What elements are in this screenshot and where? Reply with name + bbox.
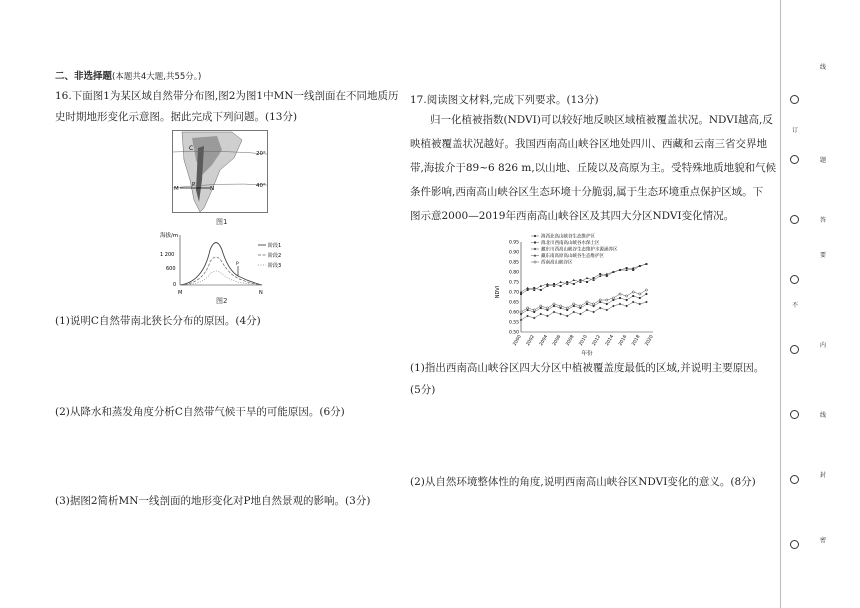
data-point — [592, 311, 595, 314]
legend-label: 滇北川西南高山峡谷水保土区 — [541, 241, 600, 247]
fig2-y1200: 1 200 — [160, 252, 175, 258]
data-point — [645, 289, 647, 291]
y-tick-label: 0.95 — [508, 240, 519, 246]
legend-label: 西南高山峡谷区 — [541, 260, 573, 266]
binding-circle — [790, 345, 799, 354]
q16-intro-line1: 16.下面图1为某区域自然带分布图,图2为图1中MN一线剖面在不同地质历 — [55, 90, 399, 102]
section-note: (本题共4大题,共55分。) — [112, 72, 202, 82]
legend-marker — [534, 261, 536, 263]
data-point — [527, 307, 529, 309]
x-tick-label: 2002 — [525, 334, 536, 347]
q17-para-line5: 图示意2000—2019年西南高山峡谷区及其四大分区NDVI变化情况。 — [410, 210, 735, 222]
data-point — [533, 309, 535, 311]
fig2-label-m: M — [178, 290, 183, 296]
ndvi-line-chart — [493, 232, 668, 357]
data-point — [606, 303, 608, 305]
data-point — [526, 315, 529, 318]
data-point — [632, 269, 634, 271]
data-point — [560, 285, 562, 287]
legend-marker — [534, 248, 537, 251]
fig2-legend-3: 阶段3 — [268, 263, 282, 269]
y-tick-label: 0.90 — [508, 250, 519, 256]
fig2-label-n: N — [259, 290, 263, 296]
binding-label: 内 — [820, 342, 827, 349]
data-point — [639, 293, 641, 295]
legend-label: 藏东南高原高山峡谷生态维护区 — [541, 254, 604, 260]
x-tick-label: 2014 — [605, 334, 616, 347]
y-tick-label: 0.55 — [508, 320, 519, 326]
fig1-label-n: N — [210, 186, 215, 192]
y-axis-label: NDVI — [495, 285, 501, 299]
data-point — [553, 303, 555, 305]
data-point — [540, 289, 542, 291]
data-point — [606, 275, 608, 277]
fig2-legend-2: 阶段2 — [268, 253, 282, 259]
data-point — [527, 289, 529, 291]
x-tick-label: 2000 — [512, 334, 523, 347]
binding-line — [780, 0, 781, 608]
binding-circle — [790, 275, 799, 284]
y-tick-label: 0.80 — [508, 270, 519, 276]
x-tick-label: 2010 — [578, 334, 589, 347]
data-point — [533, 317, 536, 320]
fig1-label-p: P — [192, 182, 196, 188]
data-point — [626, 299, 628, 301]
fig2-y600: 600 — [166, 266, 176, 272]
binding-label: 线 — [820, 64, 827, 71]
data-point — [573, 303, 575, 305]
fig2-y0: 0 — [173, 282, 177, 288]
data-point — [520, 291, 523, 293]
q17-sub1-line1: (1)指出西南高山峡谷区四大分区中植被覆盖度最低的区域,并说明主要原因。 — [410, 362, 765, 374]
data-point — [619, 297, 621, 299]
data-point — [579, 279, 581, 281]
fig2-ylabel: 海拔/m — [160, 233, 179, 239]
profile-stage1-line — [180, 243, 262, 286]
fig1-label-m: M — [174, 186, 179, 192]
y-tick-label: 0.50 — [508, 330, 519, 336]
data-point — [593, 303, 595, 305]
data-point — [632, 295, 634, 297]
data-point — [579, 305, 581, 307]
binding-circle — [790, 95, 799, 104]
binding-circle — [790, 475, 799, 484]
binding-label: 不 — [792, 302, 799, 309]
data-point — [546, 315, 549, 318]
q17-para-line4: 条件影响,西南高山峡谷区生态环境十分脆弱,属于生态环境重点保护区域。下 — [410, 186, 764, 198]
data-point — [520, 311, 522, 313]
binding-circle — [790, 540, 799, 549]
data-point — [586, 301, 588, 303]
data-point — [520, 319, 523, 322]
legend-label: 滇西北高山峡谷生态维护区 — [541, 234, 595, 240]
data-point — [606, 309, 609, 312]
x-tick-label: 2018 — [631, 334, 642, 347]
data-point — [559, 313, 562, 316]
data-point — [612, 297, 614, 299]
data-point — [586, 309, 589, 312]
fig2-legend-1: 阶段1 — [268, 243, 282, 249]
q17-para-line1: 归一化植被指数(NDVI)可以较好地反映区域植被覆盖状况。NDVI越高,反 — [430, 114, 773, 126]
data-point — [566, 315, 569, 318]
data-point — [645, 301, 648, 304]
data-point — [612, 305, 615, 308]
binding-label: 封 — [820, 472, 827, 479]
q16-sub1: (1)说明C自然带南北狭长分布的原因。(4分) — [55, 315, 261, 327]
data-point — [626, 295, 628, 297]
fig1-lat-20: 20° — [256, 151, 266, 157]
data-point — [546, 307, 548, 309]
data-point — [599, 307, 602, 310]
data-point — [619, 293, 621, 295]
data-point — [540, 313, 543, 316]
legend-marker — [534, 235, 536, 237]
q17-sub1-line2: (5分) — [410, 384, 436, 396]
figure2-caption: 图2 — [216, 297, 228, 305]
binding-label: 订 — [792, 127, 799, 134]
data-point — [553, 311, 556, 314]
x-tick-label: 2008 — [565, 334, 576, 347]
data-point — [632, 291, 634, 293]
y-tick-label: 0.60 — [508, 310, 519, 316]
data-point — [632, 301, 635, 304]
binding-label: 密 — [820, 537, 827, 544]
data-point — [560, 305, 562, 307]
section-title: 二、非选择题 — [55, 71, 113, 82]
data-point — [526, 287, 529, 289]
data-point — [573, 279, 576, 281]
series-line — [521, 302, 646, 320]
q17-intro: 17.阅读图文材料,完成下列要求。(13分) — [410, 94, 599, 106]
x-tick-label: 2012 — [591, 334, 602, 347]
y-tick-label: 0.70 — [508, 290, 519, 296]
binding-circle — [790, 215, 799, 224]
y-tick-label: 0.85 — [508, 260, 519, 266]
figure2-profile — [158, 230, 298, 298]
binding-circle — [790, 410, 799, 419]
x-tick-label: 2006 — [552, 334, 563, 347]
data-point — [533, 287, 535, 289]
figure1-map — [172, 130, 272, 220]
data-point — [619, 303, 622, 306]
data-point — [573, 311, 576, 314]
data-point — [586, 277, 589, 279]
fig1-lat-40: 40° — [256, 183, 266, 189]
q17-sub2: (2)从自然环境整体性的角度,说明西南高山峡谷区NDVI变化的意义。(8分) — [410, 476, 756, 488]
x-axis-label: 年份 — [581, 351, 593, 357]
data-point — [546, 285, 548, 287]
q17-para-line3: 带,海拔介于89~6 826 m,以山地、丘陵以及高原为主。受特殊地质地貌和气候 — [410, 162, 777, 174]
data-point — [546, 283, 549, 285]
data-point — [599, 273, 601, 275]
data-point — [593, 277, 595, 279]
legend-label: 藏东川西高山峡谷生态维护水源涵养区 — [541, 247, 618, 253]
x-tick-label: 2020 — [644, 334, 655, 347]
data-point — [625, 305, 628, 308]
legend-marker — [534, 242, 536, 244]
data-point — [573, 283, 575, 285]
q17-para-line2: 映植被覆盖状况越好。我国西南高山峡谷区地处四川、西藏和云南三省交界地 — [410, 138, 767, 150]
data-point — [626, 267, 628, 269]
data-point — [586, 281, 588, 283]
x-tick-label: 2016 — [618, 334, 629, 347]
section-heading — [55, 68, 201, 82]
q16-intro-line2: 史时期地形变化示意图。据此完成下列问题。(13分) — [55, 111, 298, 123]
binding-label: 答 — [820, 217, 827, 224]
fig1-label-c: C — [189, 145, 194, 152]
data-point — [606, 299, 608, 301]
binding-label: 要 — [820, 252, 827, 259]
figure1-caption: 图1 — [216, 218, 228, 226]
data-point — [639, 303, 642, 306]
fig2-label-p: P — [236, 262, 239, 267]
data-point — [639, 297, 641, 299]
data-point — [645, 293, 647, 295]
y-tick-label: 0.75 — [508, 280, 519, 286]
data-point — [579, 313, 582, 316]
data-point — [566, 281, 568, 283]
data-point — [520, 293, 522, 295]
q16-sub3: (3)据图2简析MN一线剖面的地形变化对P地自然景观的影响。(3分) — [55, 495, 371, 507]
q16-sub2: (2)从降水和蒸发角度分析C自然带气候干旱的可能原因。(6分) — [55, 406, 345, 418]
data-point — [599, 299, 601, 301]
binding-label: 题 — [820, 157, 827, 164]
data-point — [559, 281, 562, 283]
data-point — [540, 305, 542, 307]
binding-circle — [790, 155, 799, 164]
binding-label: 线 — [820, 412, 827, 419]
data-point — [566, 307, 568, 309]
y-tick-label: 0.65 — [508, 300, 519, 306]
x-tick-label: 2004 — [539, 334, 550, 347]
